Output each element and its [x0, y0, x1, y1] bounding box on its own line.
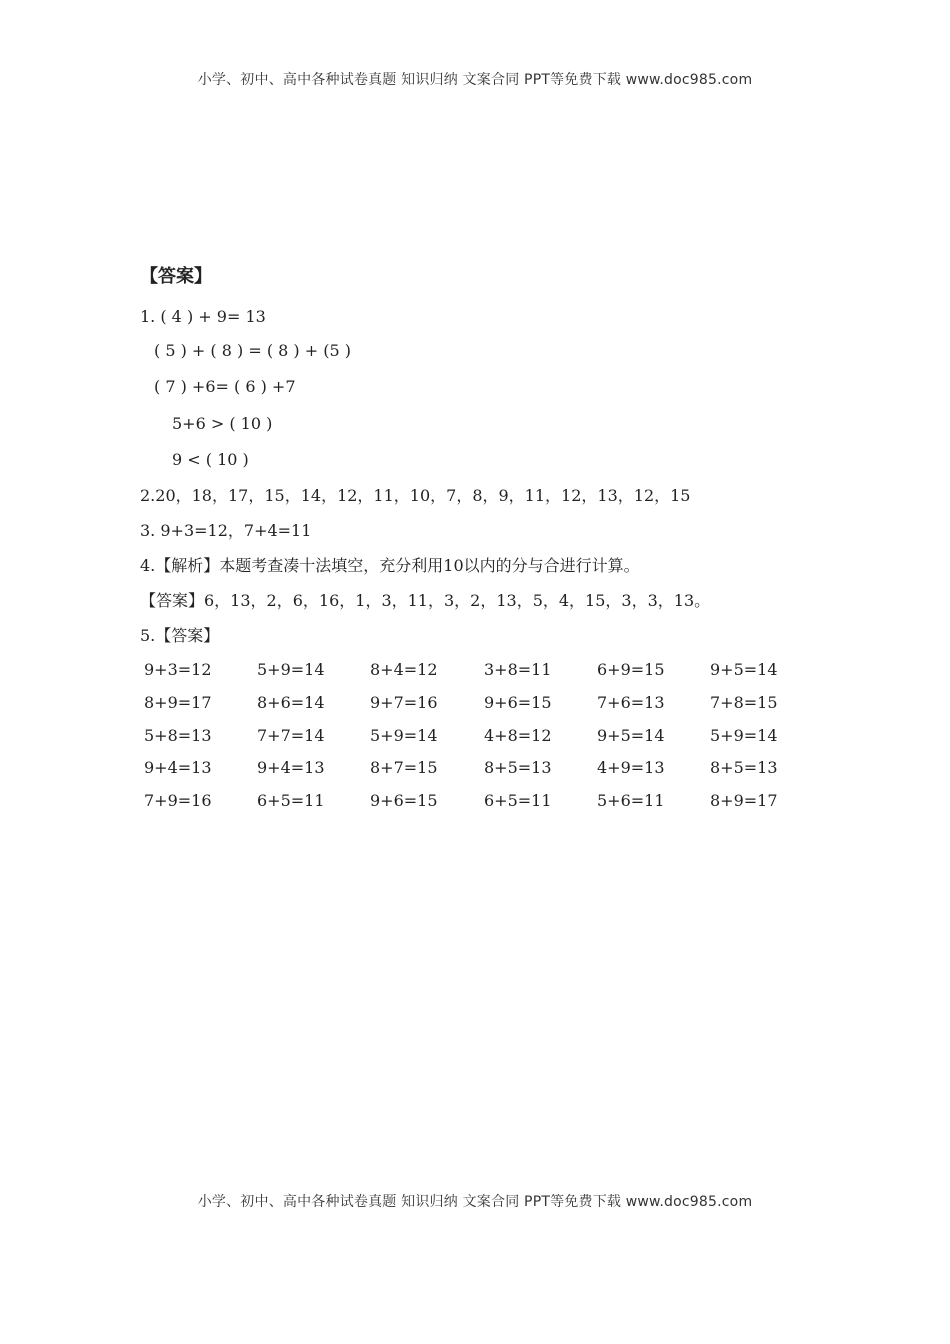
grid-cell: 3+8=11 [484, 660, 552, 679]
q5-answer-grid [144, 659, 844, 823]
grid-cell: 5+8=13 [144, 725, 212, 745]
grid-cell: 5+9=14 [710, 725, 778, 745]
q1-line-4: 5+6 > ( 10 ) [172, 414, 273, 433]
grid-cell: 9+7=16 [370, 692, 438, 712]
page-header: 小学、初中、高中各种试卷真题 知识归纳 文案合同 PPT等免费下载 www.doc985.com [197, 72, 753, 88]
answer-heading: 【答案】 [140, 266, 212, 287]
grid-cell: 8+7=15 [370, 758, 438, 778]
grid-cell: 7+6=13 [597, 692, 665, 712]
q4-answer: 【答案】6，13，2，6，16，1，3，11，3，2，13，5，4，15，3，3，13。 [140, 591, 711, 610]
grid-cell: 8+9=17 [710, 791, 778, 811]
grid-cell: 6+5=11 [484, 791, 552, 811]
grid-cell: 7+9=16 [144, 791, 212, 811]
grid-cell: 9+5=14 [597, 725, 665, 745]
grid-cell: 5+6=11 [597, 791, 665, 811]
grid-row [144, 659, 844, 692]
q1-line-2: ( 5 ) + ( 8 ) = ( 8 ) + (5 ) [154, 341, 351, 360]
grid-cell: 7+7=14 [257, 725, 325, 745]
grid-cell: 8+5=13 [484, 758, 552, 778]
grid-cell: 5+9=14 [257, 660, 325, 679]
grid-cell: 4+9=13 [597, 758, 665, 778]
grid-row [144, 692, 844, 725]
q1-line-1: 1. ( 4 ) + 9= 13 [140, 307, 266, 326]
grid-cell: 9+6=15 [484, 692, 552, 712]
grid-row [144, 757, 844, 790]
grid-cell: 8+6=14 [257, 692, 325, 712]
grid-row [144, 790, 844, 823]
grid-cell: 9+4=13 [257, 758, 325, 778]
grid-cell: 9+4=13 [144, 758, 212, 778]
grid-cell: 5+9=14 [370, 725, 438, 745]
grid-cell: 9+6=15 [370, 791, 438, 811]
grid-cell: 8+5=13 [710, 758, 778, 778]
q3-answer: 3. 9+3=12，7+4=11 [140, 521, 312, 540]
grid-cell: 6+5=11 [257, 791, 325, 811]
grid-cell: 9+3=12 [144, 660, 212, 679]
grid-cell: 9+5=14 [710, 660, 778, 679]
grid-row [144, 725, 844, 758]
q1-line-5: 9 < ( 10 ) [172, 450, 249, 469]
q5-heading: 5.【答案】 [140, 626, 220, 645]
q2-answer: 2.20，18，17，15，14，12，11，10，7，8，9，11，12，13，12，15 [140, 486, 691, 505]
q1-line-3: ( 7 ) +6= ( 6 ) +7 [154, 377, 296, 396]
page-footer: 小学、初中、高中各种试卷真题 知识归纳 文案合同 PPT等免费下载 www.doc985.com [197, 1194, 753, 1210]
grid-cell: 8+9=17 [144, 692, 212, 712]
grid-cell: 4+8=12 [484, 725, 552, 745]
q4-analysis: 4.【解析】本题考查凑十法填空，充分利用10以内的分与合进行计算。 [140, 556, 640, 575]
grid-cell: 6+9=15 [597, 660, 665, 679]
grid-cell: 8+4=12 [370, 660, 438, 679]
grid-cell: 7+8=15 [710, 692, 778, 712]
